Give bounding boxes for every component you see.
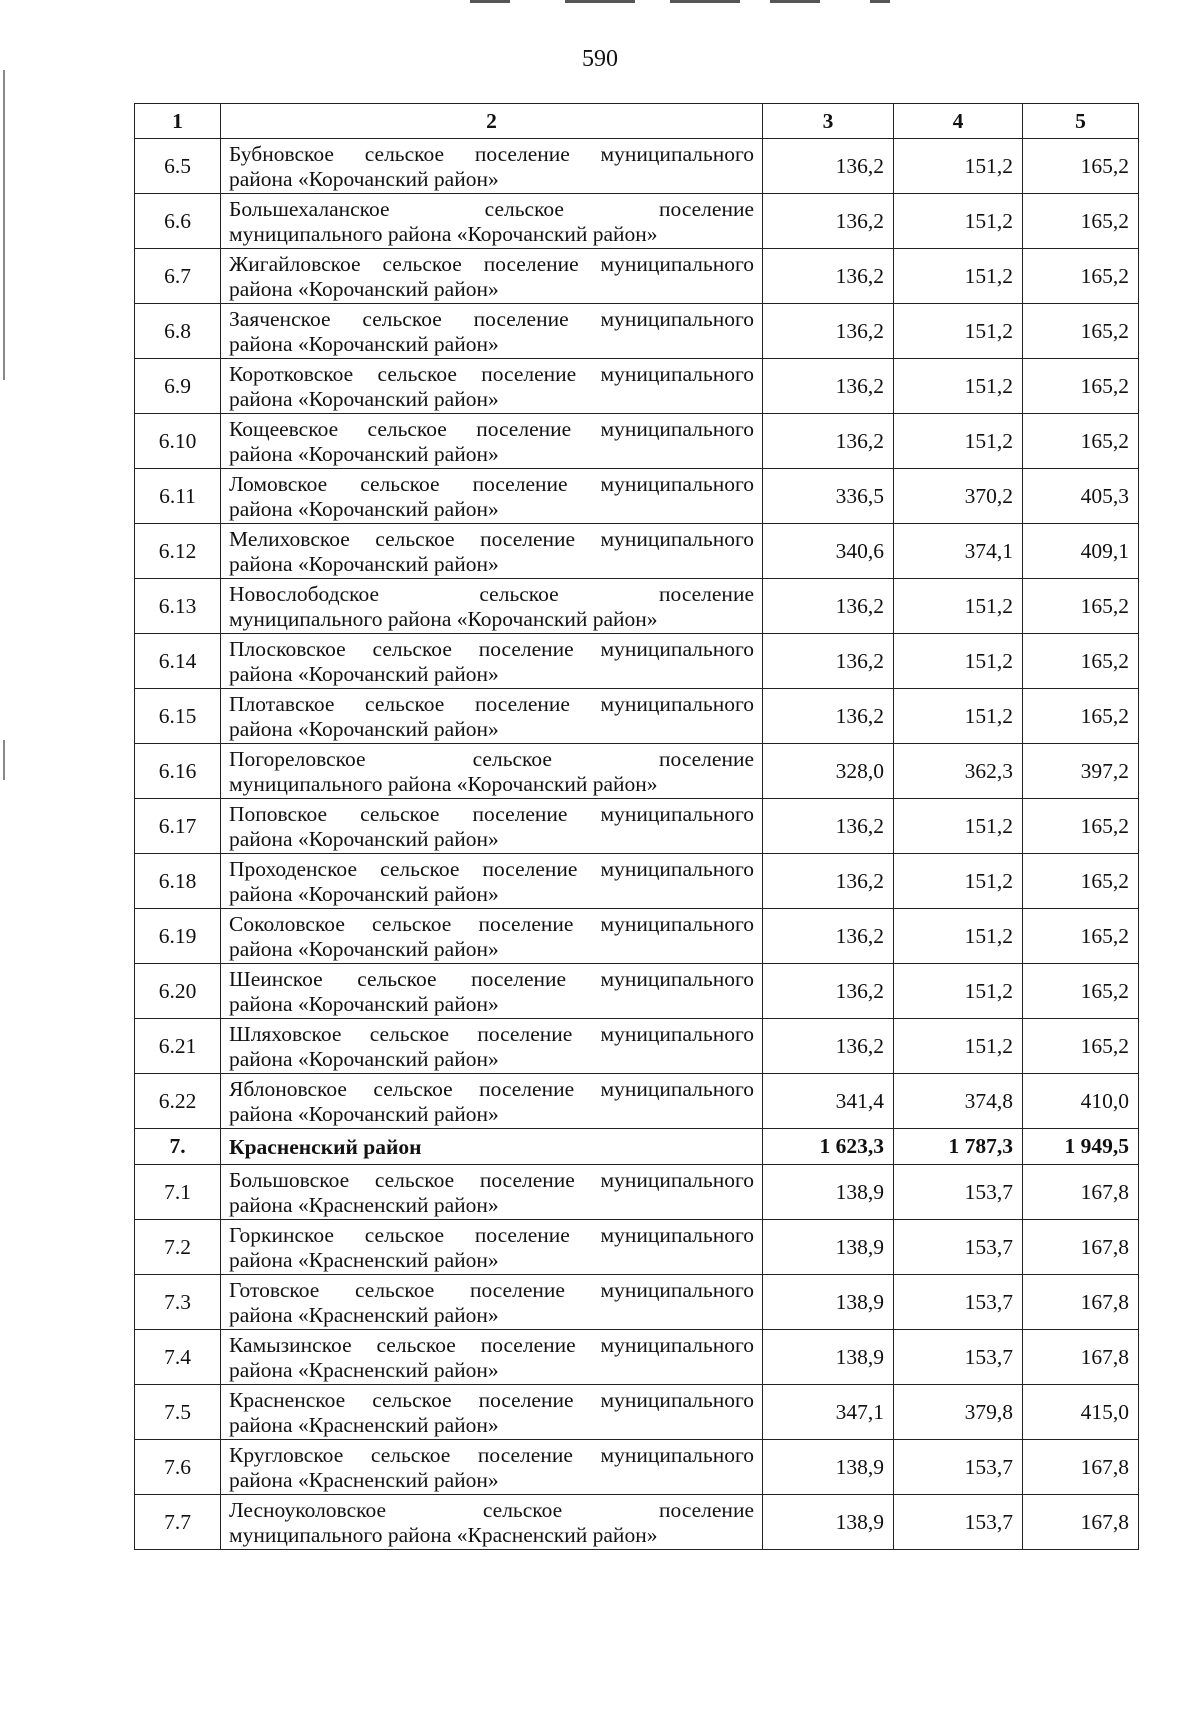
value-col-5: 165,2 xyxy=(1023,579,1139,634)
settlement-name-line-1: Бубновское сельское поселение муниципального xyxy=(229,141,754,166)
value-col-4: 151,2 xyxy=(894,194,1023,249)
value-col-4: 151,2 xyxy=(894,689,1023,744)
settlement-name-line-1: Новослободское сельское поселение xyxy=(229,581,754,606)
value-col-3: 136,2 xyxy=(763,304,894,359)
row-number: 7.3 xyxy=(135,1275,221,1330)
table-row xyxy=(135,139,1139,194)
settlement-name xyxy=(221,854,763,909)
value-col-3: 347,1 xyxy=(763,1385,894,1440)
table-row xyxy=(135,1495,1139,1550)
settlement-name xyxy=(221,1019,763,1074)
table-row xyxy=(135,689,1139,744)
value-col-5: 405,3 xyxy=(1023,469,1139,524)
value-col-5: 167,8 xyxy=(1023,1220,1139,1275)
settlement-name-line-1: Горкинское сельское поселение муниципального xyxy=(229,1222,754,1247)
settlement-name xyxy=(221,1330,763,1385)
settlement-name xyxy=(221,1385,763,1440)
value-col-3: 136,2 xyxy=(763,909,894,964)
value-col-5: 165,2 xyxy=(1023,139,1139,194)
settlement-name xyxy=(221,359,763,414)
settlement-name-line-1: Мелиховское сельское поселение муниципального xyxy=(229,526,754,551)
value-col-5: 167,8 xyxy=(1023,1275,1139,1330)
value-col-4: 151,2 xyxy=(894,414,1023,469)
value-col-5: 167,8 xyxy=(1023,1440,1139,1495)
settlement-name-line-2: муниципального района «Корочанский район» xyxy=(229,606,658,631)
value-col-4: 374,8 xyxy=(894,1074,1023,1129)
table-row xyxy=(135,744,1139,799)
value-col-4: 151,2 xyxy=(894,634,1023,689)
settlement-name-line-1: Погореловское сельское поселение xyxy=(229,746,754,771)
settlement-name xyxy=(221,1440,763,1495)
value-col-3: 138,9 xyxy=(763,1220,894,1275)
settlement-name-line-1: Поповское сельское поселение муниципального xyxy=(229,801,754,826)
settlement-name xyxy=(221,744,763,799)
table-row xyxy=(135,469,1139,524)
table-row xyxy=(135,524,1139,579)
settlement-name xyxy=(221,1165,763,1220)
settlement-name-line-2: района «Корочанский район» xyxy=(229,276,499,301)
settlement-name-line-2: района «Корочанский район» xyxy=(229,1046,499,1071)
settlement-name-line-1: Большехаланское сельское поселение xyxy=(229,196,754,221)
row-number: 6.13 xyxy=(135,579,221,634)
settlement-name-line-1: Плосковское сельское поселение муниципального xyxy=(229,636,754,661)
value-col-5: 165,2 xyxy=(1023,634,1139,689)
settlement-name-line-1: Кругловское сельское поселение муниципального xyxy=(229,1442,754,1467)
settlement-name-line-2: района «Корочанский район» xyxy=(229,331,499,356)
settlement-name-line-2: муниципального района «Красненский район» xyxy=(229,1522,658,1547)
value-col-4: 153,7 xyxy=(894,1330,1023,1385)
settlement-name-line-1: Заяченское сельское поселение муниципального xyxy=(229,306,754,331)
row-number: 6.6 xyxy=(135,194,221,249)
settlement-name xyxy=(221,909,763,964)
header-col-4: 4 xyxy=(894,104,1023,139)
row-number: 6.14 xyxy=(135,634,221,689)
value-col-5: 410,0 xyxy=(1023,1074,1139,1129)
row-number: 6.17 xyxy=(135,799,221,854)
value-col-5: 165,2 xyxy=(1023,689,1139,744)
value-col-5: 167,8 xyxy=(1023,1165,1139,1220)
value-col-4: 1 787,3 xyxy=(894,1129,1023,1165)
value-col-5: 165,2 xyxy=(1023,414,1139,469)
value-col-3: 136,2 xyxy=(763,634,894,689)
settlement-name xyxy=(221,689,763,744)
value-col-5: 167,8 xyxy=(1023,1330,1139,1385)
value-col-5: 165,2 xyxy=(1023,304,1139,359)
settlement-name xyxy=(221,1275,763,1330)
settlement-name-line-1: Шляховское сельское поселение муниципального xyxy=(229,1021,754,1046)
value-col-4: 153,7 xyxy=(894,1440,1023,1495)
settlement-name xyxy=(221,1220,763,1275)
row-number: 6.21 xyxy=(135,1019,221,1074)
value-col-4: 379,8 xyxy=(894,1385,1023,1440)
row-number: 6.20 xyxy=(135,964,221,1019)
row-number: 6.8 xyxy=(135,304,221,359)
settlement-name-line-2: района «Корочанский район» xyxy=(229,826,499,851)
value-col-4: 151,2 xyxy=(894,249,1023,304)
table-row xyxy=(135,579,1139,634)
value-col-3: 336,5 xyxy=(763,469,894,524)
settlement-name-line-1: Жигайловское сельское поселение муниципального xyxy=(229,251,754,276)
table-row xyxy=(135,359,1139,414)
row-number: 7.6 xyxy=(135,1440,221,1495)
row-number: 7. xyxy=(135,1129,221,1165)
table-row xyxy=(135,249,1139,304)
value-col-3: 136,2 xyxy=(763,139,894,194)
value-col-4: 151,2 xyxy=(894,964,1023,1019)
settlement-name-line-1: Готовское сельское поселение муниципального xyxy=(229,1277,754,1302)
settlement-name-line-1: Лесноуколовское сельское поселение xyxy=(229,1497,754,1522)
settlement-name-line-1: Большовское сельское поселение муниципального xyxy=(229,1167,754,1192)
row-number: 6.10 xyxy=(135,414,221,469)
settlement-name xyxy=(221,249,763,304)
value-col-5: 165,2 xyxy=(1023,964,1139,1019)
settlement-name-line-1: Шеинское сельское поселение муниципального xyxy=(229,966,754,991)
scan-artifact-left-1 xyxy=(3,70,5,380)
value-col-5: 397,2 xyxy=(1023,744,1139,799)
settlement-name-line-1: Ломовское сельское поселение муниципального xyxy=(229,471,754,496)
value-col-4: 151,2 xyxy=(894,359,1023,414)
row-number: 6.22 xyxy=(135,1074,221,1129)
value-col-3: 136,2 xyxy=(763,689,894,744)
table-row xyxy=(135,1019,1139,1074)
table-row xyxy=(135,1074,1139,1129)
value-col-5: 165,2 xyxy=(1023,799,1139,854)
value-col-3: 136,2 xyxy=(763,964,894,1019)
settlement-name xyxy=(221,634,763,689)
table-row xyxy=(135,304,1139,359)
row-number: 6.11 xyxy=(135,469,221,524)
row-number: 6.15 xyxy=(135,689,221,744)
row-number: 7.7 xyxy=(135,1495,221,1550)
table-header-row xyxy=(135,104,1139,139)
table-row xyxy=(135,194,1139,249)
settlement-name-line-2: района «Корочанский район» xyxy=(229,936,499,961)
table-row xyxy=(135,1440,1139,1495)
table-row xyxy=(135,414,1139,469)
value-col-5: 165,2 xyxy=(1023,909,1139,964)
settlement-name-line-2: района «Корочанский район» xyxy=(229,166,499,191)
header-col-1: 1 xyxy=(135,104,221,139)
value-col-5: 165,2 xyxy=(1023,194,1139,249)
page-number: 590 xyxy=(582,46,618,72)
settlement-name-line-1: Камызинское сельское поселение муниципального xyxy=(229,1332,754,1357)
settlement-name-line-2: района «Корочанский район» xyxy=(229,386,499,411)
value-col-5: 165,2 xyxy=(1023,1019,1139,1074)
value-col-3: 136,2 xyxy=(763,414,894,469)
settlement-name xyxy=(221,304,763,359)
value-col-4: 151,2 xyxy=(894,909,1023,964)
settlement-name-line-2: района «Корочанский район» xyxy=(229,441,499,466)
table-row xyxy=(135,634,1139,689)
table-row xyxy=(135,1385,1139,1440)
table-row xyxy=(135,1220,1139,1275)
row-number: 6.19 xyxy=(135,909,221,964)
value-col-4: 151,2 xyxy=(894,854,1023,909)
value-col-4: 362,3 xyxy=(894,744,1023,799)
value-col-5: 415,0 xyxy=(1023,1385,1139,1440)
settlement-name-line-2: муниципального района «Корочанский район» xyxy=(229,771,658,796)
allocation-table xyxy=(134,103,1139,1550)
settlement-name-line-1: Коротковское сельское поселение муниципального xyxy=(229,361,754,386)
value-col-4: 153,7 xyxy=(894,1275,1023,1330)
settlement-name-line-2: района «Красненский район» xyxy=(229,1247,499,1272)
table-row xyxy=(135,909,1139,964)
value-col-3: 138,9 xyxy=(763,1440,894,1495)
scan-artifact-top xyxy=(470,0,940,6)
settlement-name-line-2: района «Корочанский район» xyxy=(229,496,499,521)
table-body xyxy=(135,139,1139,1550)
settlement-name-line-1: Красненское сельское поселение муниципального xyxy=(229,1387,754,1412)
value-col-4: 153,7 xyxy=(894,1495,1023,1550)
value-col-3: 138,9 xyxy=(763,1275,894,1330)
settlement-name-line-2: района «Красненский район» xyxy=(229,1192,499,1217)
value-col-4: 370,2 xyxy=(894,469,1023,524)
settlement-name-line-2: района «Корочанский район» xyxy=(229,551,499,576)
settlement-name xyxy=(221,1129,763,1165)
value-col-3: 136,2 xyxy=(763,1019,894,1074)
settlement-name-line-2: района «Корочанский район» xyxy=(229,1101,499,1126)
value-col-4: 153,7 xyxy=(894,1220,1023,1275)
settlement-name-line-2: района «Красненский район» xyxy=(229,1357,499,1382)
settlement-name xyxy=(221,469,763,524)
settlement-name-line-2: района «Корочанский район» xyxy=(229,991,499,1016)
value-col-4: 374,1 xyxy=(894,524,1023,579)
settlement-name xyxy=(221,194,763,249)
settlement-name xyxy=(221,799,763,854)
settlement-name-line-1: Яблоновское сельское поселение муниципального xyxy=(229,1076,754,1101)
row-number: 6.7 xyxy=(135,249,221,304)
row-number: 7.2 xyxy=(135,1220,221,1275)
settlement-name xyxy=(221,579,763,634)
settlement-name-line-2: района «Красненский район» xyxy=(229,1467,499,1492)
table-row xyxy=(135,1330,1139,1385)
settlement-name xyxy=(221,139,763,194)
row-number: 6.18 xyxy=(135,854,221,909)
settlement-name xyxy=(221,524,763,579)
value-col-3: 136,2 xyxy=(763,799,894,854)
row-number: 6.16 xyxy=(135,744,221,799)
scan-artifact-left-2 xyxy=(3,740,5,780)
table-row xyxy=(135,799,1139,854)
value-col-3: 328,0 xyxy=(763,744,894,799)
value-col-5: 165,2 xyxy=(1023,854,1139,909)
settlement-name-line-2: муниципального района «Корочанский район» xyxy=(229,221,658,246)
settlement-name xyxy=(221,1495,763,1550)
table-section-row xyxy=(135,1129,1139,1165)
value-col-3: 138,9 xyxy=(763,1495,894,1550)
settlement-name-line-1: Плотавское сельское поселение муниципального xyxy=(229,691,754,716)
settlement-name-line-1: Кощеевское сельское поселение муниципального xyxy=(229,416,754,441)
value-col-4: 153,7 xyxy=(894,1165,1023,1220)
row-number: 6.9 xyxy=(135,359,221,414)
row-number: 6.12 xyxy=(135,524,221,579)
value-col-3: 138,9 xyxy=(763,1330,894,1385)
settlement-name xyxy=(221,414,763,469)
settlement-name-line-2: района «Корочанский район» xyxy=(229,661,499,686)
value-col-4: 151,2 xyxy=(894,1019,1023,1074)
settlement-name-line-2: района «Корочанский район» xyxy=(229,881,499,906)
value-col-3: 136,2 xyxy=(763,249,894,304)
value-col-5: 165,2 xyxy=(1023,359,1139,414)
value-col-3: 341,4 xyxy=(763,1074,894,1129)
value-col-3: 136,2 xyxy=(763,854,894,909)
table-row xyxy=(135,854,1139,909)
row-number: 7.1 xyxy=(135,1165,221,1220)
settlement-name-line-2: района «Красненский район» xyxy=(229,1302,499,1327)
header-col-2: 2 xyxy=(221,104,763,139)
settlement-name-line-1: Красненский район xyxy=(229,1134,422,1159)
settlement-name-line-2: района «Корочанский район» xyxy=(229,716,499,741)
settlement-name-line-1: Проходенское сельское поселение муниципального xyxy=(229,856,754,881)
value-col-3: 136,2 xyxy=(763,359,894,414)
settlement-name-line-2: района «Красненский район» xyxy=(229,1412,499,1437)
row-number: 7.4 xyxy=(135,1330,221,1385)
value-col-5: 409,1 xyxy=(1023,524,1139,579)
row-number: 7.5 xyxy=(135,1385,221,1440)
settlement-name xyxy=(221,1074,763,1129)
settlement-name xyxy=(221,964,763,1019)
value-col-3: 138,9 xyxy=(763,1165,894,1220)
value-col-4: 151,2 xyxy=(894,579,1023,634)
value-col-5: 165,2 xyxy=(1023,249,1139,304)
value-col-4: 151,2 xyxy=(894,139,1023,194)
value-col-3: 340,6 xyxy=(763,524,894,579)
value-col-4: 151,2 xyxy=(894,304,1023,359)
table-row xyxy=(135,1165,1139,1220)
table-row xyxy=(135,1275,1139,1330)
header-col-3: 3 xyxy=(763,104,894,139)
value-col-3: 136,2 xyxy=(763,194,894,249)
header-col-5: 5 xyxy=(1023,104,1139,139)
value-col-5: 1 949,5 xyxy=(1023,1129,1139,1165)
value-col-5: 167,8 xyxy=(1023,1495,1139,1550)
row-number: 6.5 xyxy=(135,139,221,194)
value-col-3: 1 623,3 xyxy=(763,1129,894,1165)
value-col-4: 151,2 xyxy=(894,799,1023,854)
value-col-3: 136,2 xyxy=(763,579,894,634)
table-row xyxy=(135,964,1139,1019)
settlement-name-line-1: Соколовское сельское поселение муниципального xyxy=(229,911,754,936)
